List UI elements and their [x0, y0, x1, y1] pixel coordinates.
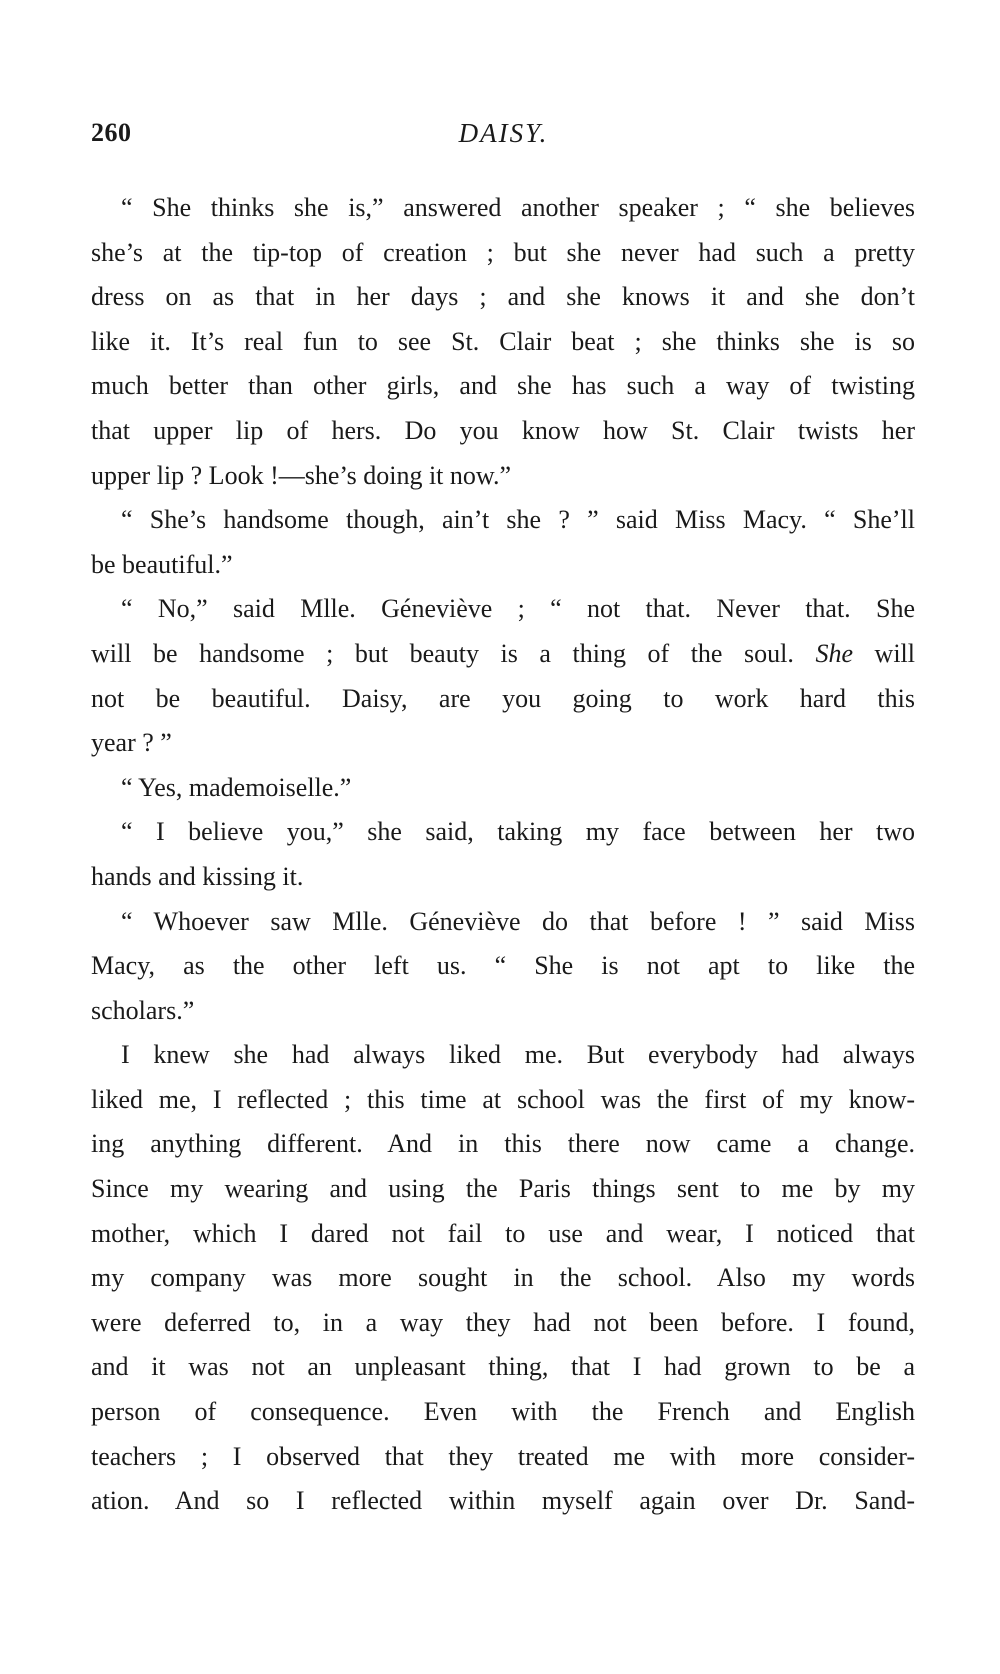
text-line: dress on as that in her days ; and she knows it and she don’t — [91, 282, 915, 312]
text-line: much better than other girls, and she has such a way of twisting — [91, 371, 915, 401]
text-line: “ She thinks she is,” answered another speaker ; “ she believes — [121, 193, 915, 222]
text-line: scholars.” — [91, 995, 195, 1025]
text-line: liked me, I reflected ; this time at school was the first of my know- — [91, 1084, 915, 1114]
text-line-end: will — [874, 638, 915, 668]
text-line: “ No,” said Mlle. Géneviève ; “ not that. Never that. She — [121, 594, 915, 624]
text-line: ing anything different. And in this there now came a change. — [91, 1129, 915, 1159]
text-line: person of consequence. Even with the French and English — [91, 1397, 915, 1427]
text-line-start: will be handsome ; but beauty is a thing of the soul. — [91, 638, 794, 668]
text-line: ation. And so I reflected within myself again over Dr. Sand- — [91, 1486, 915, 1516]
text-line: “ Yes, mademoiselle.” — [121, 772, 352, 802]
text-line: I knew she had always liked me. But everybody had always — [121, 1040, 915, 1070]
text-line: Macy, as the other left us. “ She is not apt to like the — [91, 951, 915, 981]
text-line: were deferred to, in a way they had not been before. I found, — [91, 1307, 915, 1337]
text-line: Since my wearing and using the Paris things sent to me by my — [91, 1174, 915, 1204]
text-line: like it. It’s real fun to see St. Clair beat ; she thinks she is so — [91, 326, 915, 356]
text-line: upper lip ? Look !—she’s doing it now.” — [91, 460, 512, 490]
page-header — [91, 118, 916, 158]
text-line: and it was not an unpleasant thing, that I had grown to be a — [91, 1352, 915, 1382]
text-line — [91, 632, 915, 677]
text-line: “ I believe you,” she said, taking my face between her two — [121, 817, 915, 847]
text-line: “ Whoever saw Mlle. Géneviève do that before ! ” said Miss — [121, 906, 915, 936]
text-line: my company was more sought in the school. Also my words — [91, 1263, 915, 1293]
page-number: 260 — [91, 118, 132, 147]
text-line: “ She’s handsome though, ain’t she ? ” said Miss Macy. “ She’ll — [121, 505, 915, 535]
italic-word: She — [815, 638, 853, 668]
text-line: she’s at the tip-top of creation ; but she never had such a pretty — [91, 237, 915, 267]
running-title: DAISY. — [458, 118, 549, 148]
text-line: that upper lip of hers. Do you know how St. Clair twists her — [91, 415, 915, 445]
body-text — [91, 186, 915, 1524]
text-line: not be beautiful. Daisy, are you going to work hard this — [91, 683, 915, 713]
text-line: year ? ” — [91, 728, 172, 758]
text-line: be beautiful.” — [91, 549, 233, 579]
text-line: mother, which I dared not fail to use and wear, I noticed that — [91, 1218, 915, 1248]
text-line: teachers ; I observed that they treated me with more consider- — [91, 1441, 915, 1471]
text-line: hands and kissing it. — [91, 861, 304, 891]
